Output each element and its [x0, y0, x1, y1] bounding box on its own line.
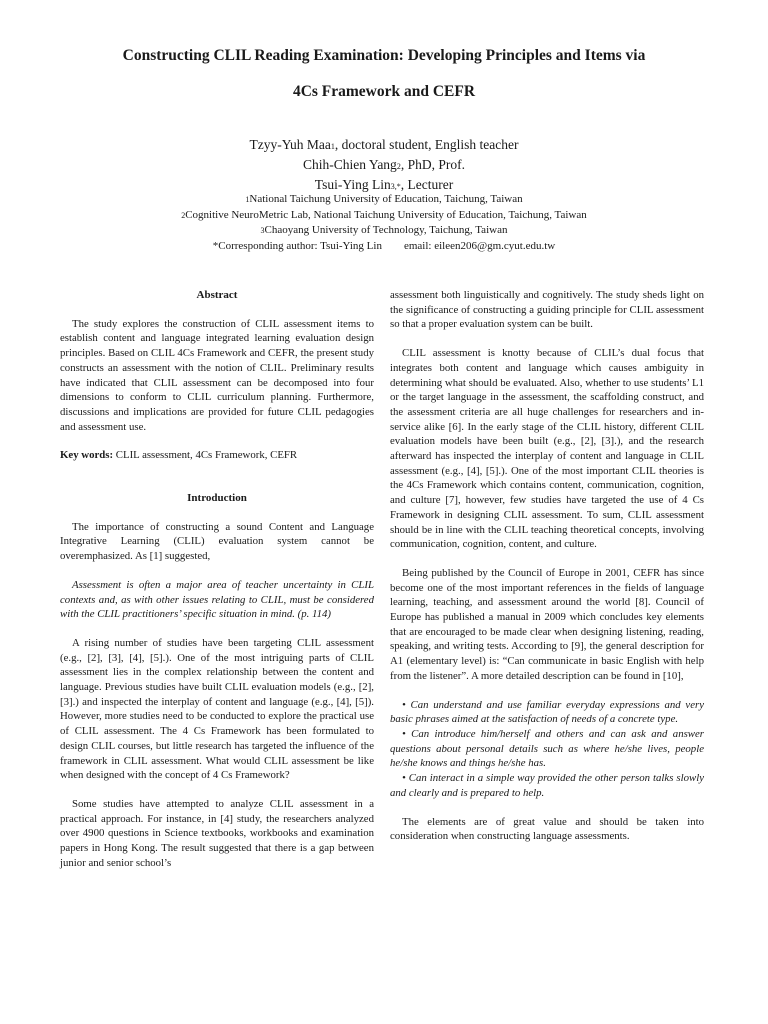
- author-list: [20, 136, 748, 196]
- descriptor-bullet-2: • Can introduce him/herself and others and can ask and answer questions about personal details such as where he/she lives, people he/she knows and things he/she has.: [390, 727, 704, 770]
- descriptor-bullet-3: • Can interact in a simple way provided the other person talks slowly and clearly and is prepared to help.: [390, 772, 704, 799]
- author-3: Tsui-Ying Lin3,*, Lecturer: [314, 177, 454, 192]
- keywords: Key words: CLIL assessment, 4Cs Framework, CEFR: [60, 449, 298, 462]
- right-paragraph-2: CLIL assessment is knotty because of CLIL’s dual focus that integrates both content and language which causes ambiguity in determining what should be evaluated. Also, whether to use students’ L1 or the target language in the assessment, the scaffolding construct, and the assessment criteria are all huge challenges for researchers and in-service alike [6]. In the early stage of the CLIL history, different CLIL evaluation models have been built (e.g., [2], [3].), and the research afterward has inspected the interplay of content and language in CLIL assessment (e.g., [4], [5].). One of the most important CLIL theories is the 4Cs Framework which contains content, communication, cognition, and culture [7], however, few studies have targeted the use of 4 Cs Framework in designing CLIL assessment. To sum, CLIL assessment should be in line with the CLIL teaching theoretical concepts, involving communication, cognition, content, and culture.: [390, 347, 704, 551]
- paper-title: [20, 38, 748, 110]
- descriptor-bullet-1: • Can understand and use familiar everyday expressions and very basic phrases aimed at the satisfaction of needs of a concrete type.: [390, 698, 704, 726]
- affiliation-list: [20, 192, 748, 254]
- affiliation-3: 3Chaoyang University of Technology, Taichung, Taiwan: [260, 224, 508, 236]
- author-1: Tzyy-Yuh Maa1, doctoral student, English teacher: [249, 137, 519, 152]
- right-paragraph-4: The elements are of great value and should be taken into consideration when constructing language assessments.: [390, 815, 704, 843]
- intro-paragraph-3: Some studies have attempted to analyze CLIL assessment in a practical approach. For instance, in [4] study, the researchers analyzed over 4900 questions in Science textbooks, workbooks and examination papers in Hong Kong. The result suggested that there is a gap between junior and senior school’s: [60, 797, 374, 869]
- introduction-heading: Introduction: [187, 492, 247, 505]
- affiliation-1: 1National Taichung University of Education, Taichung, Taiwan: [245, 193, 523, 205]
- abstract-text: The study explores the construction of CLIL assessment items to establish content and language integrated learning evaluation design principles. Based on CLIL 4Cs Framework and CEFR, the present study constructs an assessment with the notion of CLIL. Preliminary results have indicated that CLIL assessment can be decomposed into four dimensions to conform to CLIL curriculum planning. Furthermore, discussions and implications are provided for future CLIL pedagogies and assessment use.: [60, 317, 374, 433]
- abstract-heading: Abstract: [196, 289, 238, 301]
- title-line-1: Constructing CLIL Reading Examination: Developing Principles and Items via: [122, 47, 646, 64]
- right-paragraph-3: Being published by the Council of Europe in 2001, CEFR has since become one of the most important references in the fields of language learning, teaching, and assessment around the world [8]. Council of Europe has published a manual in 2009 which concludes key elements that are encouraged to be made clear when designing listening, reading, speaking, and writing tests. According to [9], the general description for A1 (elementary level) is: “Can communicate in basic English with help from the listener”. A more detailed description can be found in [10],: [390, 566, 704, 682]
- intro-quote: Assessment is often a major area of teacher uncertainty in CLIL contexts and, as with other issues relating to CLIL, must be considered with the CLIL practitioners’ specific situation in mind. (p. 114): [60, 578, 374, 621]
- intro-paragraph-1: The importance of constructing a sound Content and Language Integrative Learning (CLIL) evaluation system cannot be overemphasized. As [1] suggested,: [60, 520, 374, 563]
- right-paragraph-1: assessment both linguistically and cognitively. The study sheds light on the significance of constructing a guiding principle for CLIL assessment so that a proper evaluation system can be built.: [390, 289, 704, 331]
- left-column: [60, 288, 374, 871]
- affiliation-2: 2Cognitive NeuroMetric Lab, National Taichung University of Education, Taichung, Taiwan: [181, 208, 587, 221]
- corresponding-email: email: eileen206@gm.cyut.edu.tw: [403, 239, 556, 252]
- title-line-2: 4Cs Framework and CEFR: [292, 83, 476, 100]
- author-2: Chih-Chien Yang2, PhD, Prof.: [303, 157, 465, 172]
- corresponding-author: *Corresponding author: Tsui-Ying Lin email: eileen206@gm.cyut.edu.tw: [212, 239, 556, 252]
- intro-paragraph-2: A rising number of studies have been targeting CLIL assessment (e.g., [2], [3], [4], [5].). One of the most intriguing parts of CLIL assessment lies in the complex relationship between the content and language. Previous studies have built CLIL evaluation models (e.g., [2], [3].) and inspected the interplay of content and language (e.g., [4], [5]). However, more studies need to be conducted to explore the practical use of CLIL assessment. The 4 Cs Framework has been formulated to design CLIL courses, but little research has targeted the influence of the framework in CLIL assessment. What would CLIL assessment be like when designed with the concept of 4 Cs Framework?: [60, 636, 374, 782]
- right-column: [390, 288, 704, 844]
